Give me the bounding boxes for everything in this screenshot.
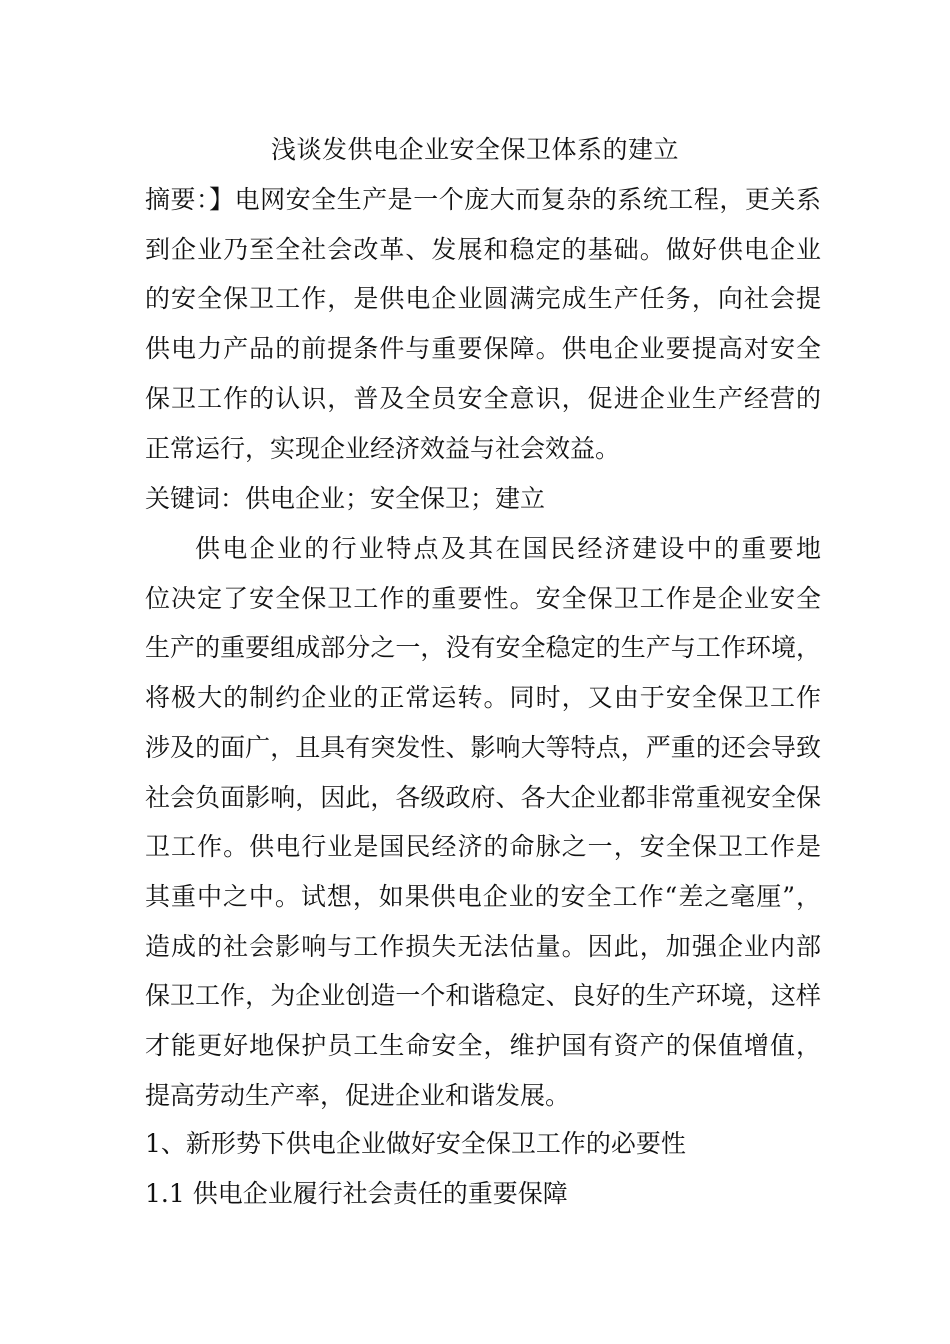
body-line: 位决定了安全保卫工作的重要性。安全保卫工作是企业安全 bbox=[145, 583, 821, 613]
abstract-line: 摘要：】电网安全生产是一个庞大而复杂的系统工程，更关系 bbox=[145, 185, 821, 214]
abstract-paragraph bbox=[145, 175, 821, 473]
body-line: 提高劳动生产率，促进企业和谐发展。 bbox=[145, 1080, 571, 1110]
document-title: 浅谈发供电企业安全保卫体系的建立 bbox=[270, 135, 679, 164]
body-line: 生产的重要组成部分之一，没有安全稳定的生产与工作环境， bbox=[145, 633, 821, 663]
subsection-heading: 1.1 供电企业履行社会责任的重要保障 bbox=[145, 1179, 568, 1208]
body-line: 保卫工作，为企业创造一个和谐稳定、良好的生产环境，这样 bbox=[145, 981, 821, 1011]
body-line: 社会负面影响，因此，各级政府、各大企业都非常重视安全保 bbox=[145, 782, 821, 812]
body-line: 将极大的制约企业的正常运转。同时，又由于安全保卫工作 bbox=[145, 683, 821, 713]
body-line: 涉及的面广，且具有突发性、影响大等特点，严重的还会导致 bbox=[145, 732, 821, 762]
body-line: 才能更好地保护员工生命安全，维护国有资产的保值增值， bbox=[145, 1031, 821, 1061]
keywords-line: 关键词：供电企业；安全保卫；建立 bbox=[145, 484, 546, 513]
abstract-line: 保卫工作的认识，普及全员安全意识，促进企业生产经营的 bbox=[145, 383, 821, 413]
section-heading: 1、新形势下供电企业做好安全保卫工作的必要性 bbox=[145, 1129, 686, 1158]
body-line: 其重中之中。试想，如果供电企业的安全工作“差之毫厘”， bbox=[145, 881, 821, 911]
body-line: 供电企业的行业特点及其在国民经济建设中的重要地 bbox=[195, 534, 821, 563]
abstract-line: 正常运行，实现企业经济效益与社会效益。 bbox=[145, 433, 621, 463]
body-paragraph bbox=[145, 524, 821, 1120]
abstract-line: 供电力产品的前提条件与重要保障。供电企业要提高对安全 bbox=[145, 334, 821, 364]
abstract-line: 到企业乃至全社会改革、发展和稳定的基础。做好供电企业 bbox=[145, 234, 821, 264]
abstract-line: 的安全保卫工作，是供电企业圆满完成生产任务，向社会提 bbox=[145, 284, 821, 314]
body-line: 造成的社会影响与工作损失无法估量。因此，加强企业内部 bbox=[145, 931, 821, 961]
body-line: 卫工作。供电行业是国民经济的命脉之一，安全保卫工作是 bbox=[145, 832, 821, 862]
